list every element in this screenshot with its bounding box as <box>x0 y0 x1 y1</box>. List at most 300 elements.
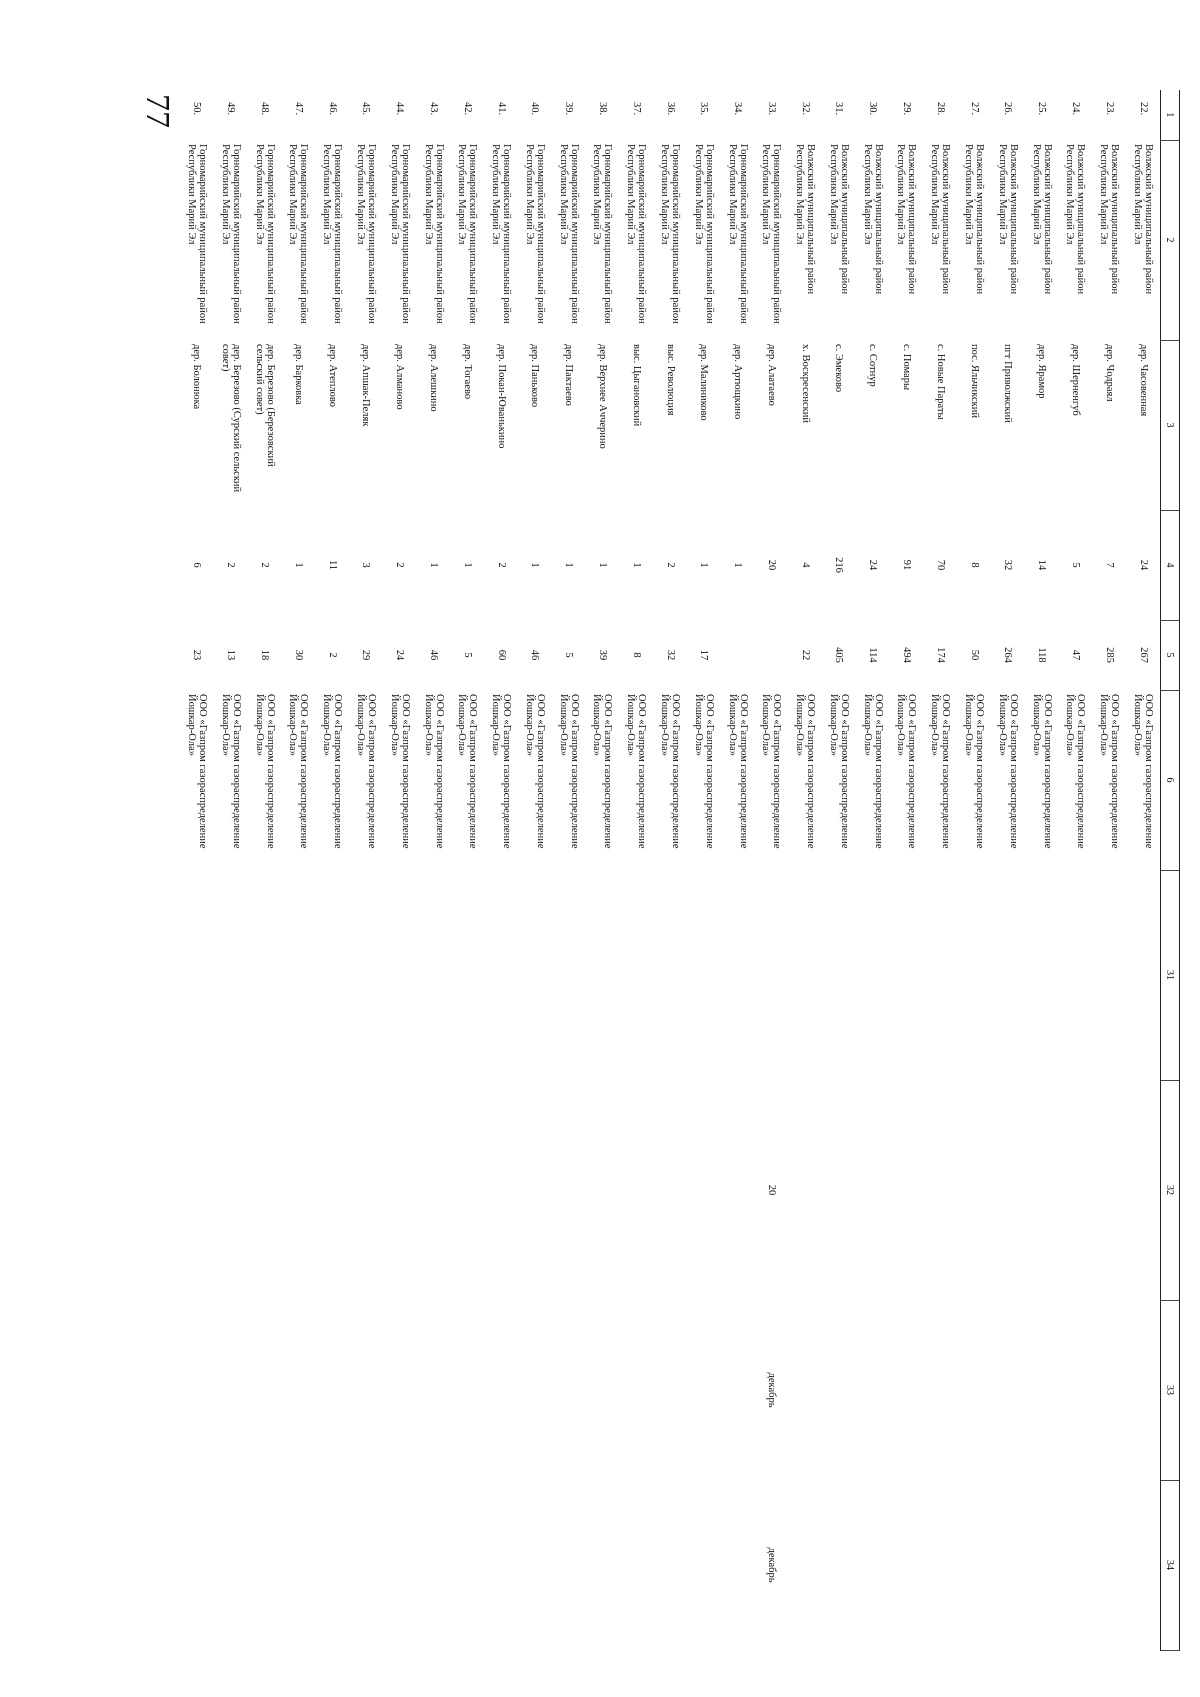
table-row <box>282 90 316 1650</box>
table-cell-c32 <box>721 1080 755 1300</box>
table-cell-c33 <box>315 1300 349 1480</box>
table-cell-n: 22. <box>1137 102 1149 116</box>
table-cell-n: 45. <box>360 102 372 116</box>
table-cell-c33 <box>856 1300 890 1480</box>
table-row <box>417 90 451 1650</box>
table-cell-district: Горномарийский муниципальный район Республики Марий Эл <box>219 144 242 324</box>
table-cell-c34: декабрь <box>765 1547 777 1583</box>
table-cell-c34 <box>248 1480 282 1650</box>
table-cell-place: дер. Паньково <box>529 344 541 408</box>
table-cell-district: Волжский муниципальный район Республики Марий Эл <box>963 144 986 295</box>
table-cell-n: 41. <box>495 102 507 116</box>
table-cell-c4: 2 <box>259 562 271 568</box>
table-cell-c33 <box>721 1300 755 1480</box>
table-cell-c33 <box>248 1300 282 1480</box>
table-cell-place: с. Помары <box>900 344 912 391</box>
table-cell-place: дер. Барковка <box>292 344 304 405</box>
table-cell-c34 <box>957 1480 991 1650</box>
table-cell-c33 <box>586 1300 620 1480</box>
table-cell-c4: 216 <box>833 557 845 573</box>
table-cell-c33 <box>1059 1300 1093 1480</box>
table-cell-c4: 32 <box>1002 559 1014 571</box>
table-row <box>822 90 856 1650</box>
table-row <box>653 90 687 1650</box>
table-cell-c33 <box>552 1300 586 1480</box>
table-cell-c31 <box>214 870 248 1080</box>
table-cell-c31 <box>890 870 924 1080</box>
table-cell-c34 <box>484 1480 518 1650</box>
table-cell-c4: 1 <box>529 562 541 568</box>
table-cell-c34 <box>822 1480 856 1650</box>
table-cell-district: Горномарийский муниципальный район Республики Марий Эл <box>388 144 411 324</box>
table-cell-district: Горномарийский муниципальный район Республики Марий Эл <box>287 144 310 324</box>
table-cell-c31 <box>653 870 687 1080</box>
table-cell-c34 <box>923 1480 957 1650</box>
table-cell-place: выс. Цыгановский <box>630 344 642 427</box>
table-cell-place: дер. Ярамор <box>1036 344 1048 399</box>
table-cell-n: 32. <box>799 102 811 116</box>
table-cell-n: 30. <box>867 102 879 116</box>
table-cell-c32 <box>417 1080 451 1300</box>
table-cell-c5: 267 <box>1137 647 1149 663</box>
table-row <box>890 90 924 1650</box>
table-cell-c31 <box>788 870 822 1080</box>
table-row <box>1126 90 1160 1650</box>
table-cell-c31 <box>1092 870 1126 1080</box>
table-cell-district: Горномарийский муниципальный район Республики Марий Эл <box>557 144 580 324</box>
table-row <box>484 90 518 1650</box>
table-cell-place: дер. Болонюка <box>191 344 203 410</box>
table-row <box>619 90 653 1650</box>
table-cell-c34 <box>653 1480 687 1650</box>
table-cell-c31 <box>991 870 1025 1080</box>
table-cell-n: 35. <box>698 102 710 116</box>
table-cell-c5: 13 <box>225 649 237 661</box>
table-cell-c32 <box>450 1080 484 1300</box>
table-cell-n: 23. <box>1103 102 1115 116</box>
table-cell-c33 <box>349 1300 383 1480</box>
table-cell-c34 <box>788 1480 822 1650</box>
table-cell-place: дер. Атеплово <box>326 344 338 408</box>
table-cell-c31 <box>586 870 620 1080</box>
table-cell-c32 <box>315 1080 349 1300</box>
table-cell-c4: 1 <box>428 562 440 568</box>
table-cell-place: дер. Пактаево <box>563 344 575 406</box>
table-cell-n: 25. <box>1036 102 1048 116</box>
table-cell-c31 <box>518 870 552 1080</box>
table-cell-c34 <box>417 1480 451 1650</box>
table-cell-place: дер. Покан-Юванькино <box>495 344 507 449</box>
table-cell-c4: 11 <box>326 559 338 571</box>
table-row <box>1059 90 1093 1650</box>
table-cell-c5: 32 <box>664 649 676 661</box>
table-cell-district: Горномарийский муниципальный район Республики Марий Эл <box>253 144 276 324</box>
table-row <box>1092 90 1126 1650</box>
column-header: 2 <box>1161 140 1180 340</box>
table-cell-c32 <box>484 1080 518 1300</box>
table-cell-c34 <box>856 1480 890 1650</box>
table-cell-org: ООО «Газпром газораспределение Йошкар-Ола» <box>456 694 479 849</box>
table-row <box>248 90 282 1650</box>
table-cell-district: Волжский муниципальный район Республики Марий Эл <box>827 144 850 295</box>
table-body <box>180 90 1161 1650</box>
table-cell-c31 <box>856 870 890 1080</box>
page-number: 77 <box>139 94 176 128</box>
table-cell-place: с. Новые Параты <box>934 344 946 420</box>
table-cell-c5 <box>721 620 755 690</box>
table-row <box>214 90 248 1650</box>
table-cell-c33 <box>484 1300 518 1480</box>
table-cell-c5: 24 <box>394 649 406 661</box>
table-cell-c33 <box>890 1300 924 1480</box>
table-cell-place: пгт Приволжский <box>1002 344 1014 423</box>
table-cell-district: Горномарийский муниципальный район Республики Марий Эл <box>692 144 715 324</box>
table-cell-c5: 8 <box>630 652 642 658</box>
table-cell-district: Горномарийский муниципальный район Республики Марий Эл <box>591 144 614 324</box>
table-row <box>687 90 721 1650</box>
table-cell-c4: 2 <box>495 562 507 568</box>
table-cell-c31 <box>282 870 316 1080</box>
table-cell-org: ООО «Газпром газораспределение Йошкар-Ола» <box>963 694 986 849</box>
table-cell-n: 42. <box>461 102 473 116</box>
table-cell-c34 <box>315 1480 349 1650</box>
table-cell-c33 <box>450 1300 484 1480</box>
table-cell-c5: 174 <box>934 647 946 663</box>
table-cell-c32 <box>383 1080 417 1300</box>
table-cell-place: дер. Березово (Березовский сельский совет) <box>253 344 276 467</box>
table-cell-c34 <box>518 1480 552 1650</box>
table-cell-c5: 23 <box>191 649 203 661</box>
table-cell-c33 <box>822 1300 856 1480</box>
table-cell-c33 <box>214 1300 248 1480</box>
table-cell-c31 <box>417 870 451 1080</box>
table-cell-c33 <box>417 1300 451 1480</box>
table-cell-c32 <box>923 1080 957 1300</box>
table-cell-org: ООО «Газпром газораспределение Йошкар-Ола» <box>1132 694 1155 849</box>
table-cell-c32 <box>1126 1080 1160 1300</box>
table-cell-c4: 70 <box>934 559 946 571</box>
table-cell-c4: 5 <box>1069 562 1081 568</box>
table-cell-district: Волжский муниципальный район Республики Марий Эл <box>996 144 1019 295</box>
table-row <box>383 90 417 1650</box>
table-cell-c5: 285 <box>1103 647 1115 663</box>
table-cell-district: Волжский муниципальный район Республики Марий Эл <box>1064 144 1087 295</box>
table-cell-org: ООО «Газпром газораспределение Йошкар-Ола» <box>591 694 614 849</box>
table-cell-c5: 2 <box>326 652 338 658</box>
table-cell-c5: 60 <box>495 649 507 661</box>
table-cell-c4: 1 <box>461 562 473 568</box>
table-cell-c4: 6 <box>191 562 203 568</box>
table-cell-c34 <box>214 1480 248 1650</box>
table-cell-place: дер. Тогаево <box>461 344 473 400</box>
table-cell-place: дер. Апшак-Пеляк <box>360 344 372 427</box>
table-cell-org: ООО «Газпром газораспределение Йошкар-Ола» <box>996 694 1019 849</box>
column-header: 3 <box>1161 340 1180 510</box>
table-cell-district: Горномарийский муниципальный район Республики Марий Эл <box>490 144 513 324</box>
table-row <box>349 90 383 1650</box>
table-cell-c31 <box>315 870 349 1080</box>
table-cell-c31 <box>687 870 721 1080</box>
column-header: 5 <box>1161 620 1180 690</box>
table-cell-place: дер. Чодраял <box>1103 344 1115 402</box>
table-cell-district: Горномарийский муниципальный район Республики Марий Эл <box>726 144 749 324</box>
table-cell-c31 <box>1059 870 1093 1080</box>
table-cell-place: с. Эмеково <box>833 344 845 393</box>
table-cell-place: дер. Часовенная <box>1137 344 1149 417</box>
table-cell-district: Волжский муниципальный район Республики Марий Эл <box>895 144 918 295</box>
table-cell-district: Волжский муниципальный район Республики Марий Эл <box>1098 144 1121 295</box>
column-header: 6 <box>1161 690 1180 870</box>
table-cell-place: дер. Малиниково <box>698 344 710 421</box>
table-cell-c34 <box>991 1480 1025 1650</box>
table-cell-n: 49. <box>225 102 237 116</box>
table-cell-c4: 4 <box>799 562 811 568</box>
table-cell-c33 <box>957 1300 991 1480</box>
table-cell-place: дер. Артющкино <box>732 344 744 420</box>
table-cell-n: 38. <box>596 102 608 116</box>
table-cell-c33 <box>991 1300 1025 1480</box>
column-header: 4 <box>1161 510 1180 620</box>
table-cell-place: дер. Алешкино <box>428 344 440 412</box>
table-cell-c32 <box>552 1080 586 1300</box>
table-row <box>450 90 484 1650</box>
table-cell-org: ООО «Газпром газораспределение Йошкар-Ола» <box>1098 694 1121 849</box>
table-row <box>923 90 957 1650</box>
table-cell-c33 <box>1126 1300 1160 1480</box>
table-row <box>315 90 349 1650</box>
table-cell-district: Горномарийский муниципальный район Республики Марий Эл <box>321 144 344 324</box>
table-row <box>180 90 214 1650</box>
table-cell-c34 <box>1092 1480 1126 1650</box>
table-cell-district: Горномарийский муниципальный район Республики Марий Эл <box>185 144 208 324</box>
table-cell-n: 27. <box>968 102 980 116</box>
table-cell-org: ООО «Газпром газораспределение Йошкар-Ола» <box>219 694 242 849</box>
table-cell-c31 <box>349 870 383 1080</box>
table-cell-org: ООО «Газпром газораспределение Йошкар-Ола» <box>1030 694 1053 849</box>
table-cell-org: ООО «Газпром газораспределение Йошкар-Ола» <box>625 694 648 849</box>
table-cell-c34 <box>890 1480 924 1650</box>
table-cell-district: Горномарийский муниципальный район Республики Марий Эл <box>659 144 682 324</box>
table-cell-c31 <box>1025 870 1059 1080</box>
table-cell-c33 <box>1025 1300 1059 1480</box>
table-cell-c4: 24 <box>867 559 879 571</box>
table-cell-org: ООО «Газпром газораспределение Йошкар-Ола» <box>388 694 411 849</box>
table-cell-n: 28. <box>934 102 946 116</box>
table-cell-c32 <box>1059 1080 1093 1300</box>
table-cell-org: ООО «Газпром газораспределение Йошкар-Ола» <box>659 694 682 849</box>
table-cell-org: ООО «Газпром газораспределение Йошкар-Ола» <box>287 694 310 849</box>
table-cell-n: 29. <box>900 102 912 116</box>
table-cell-c32: 20 <box>765 1184 777 1196</box>
table-cell-org: ООО «Газпром газораспределение Йошкар-Ола» <box>895 694 918 849</box>
table-cell-c33: декабрь <box>765 1372 777 1408</box>
table-cell-c31 <box>383 870 417 1080</box>
table-cell-c32 <box>788 1080 822 1300</box>
table-cell-c34 <box>1025 1480 1059 1650</box>
column-header: 31 <box>1161 870 1180 1080</box>
table-cell-c31 <box>721 870 755 1080</box>
table-cell-n: 44. <box>394 102 406 116</box>
table-cell-c4: 3 <box>360 562 372 568</box>
table-cell-district: Горномарийский муниципальный район Республики Марий Эл <box>625 144 648 324</box>
table-cell-c4: 8 <box>968 562 980 568</box>
table-row <box>518 90 552 1650</box>
table-cell-place: дер. Березово (Сурский сельский совет) <box>219 344 242 493</box>
table-cell-n: 33. <box>765 102 777 116</box>
table-row <box>991 90 1025 1650</box>
table-cell-place: пос. Яльчикский <box>968 344 980 419</box>
table-cell-org: ООО «Газпром газораспределение Йошкар-Ола» <box>929 694 952 849</box>
table-cell-c32 <box>890 1080 924 1300</box>
table-cell-c5 <box>754 620 788 690</box>
table-cell-org: ООО «Газпром газораспределение Йошкар-Ола» <box>253 694 276 849</box>
table-cell-org: ООО «Газпром газораспределение Йошкар-Ола» <box>422 694 445 849</box>
table-cell-district: Волжский муниципальный район Республики Марий Эл <box>1030 144 1053 295</box>
table-cell-c33 <box>282 1300 316 1480</box>
table-cell-c32 <box>518 1080 552 1300</box>
table-cell-c4: 14 <box>1036 559 1048 571</box>
table-cell-district: Волжский муниципальный район Республики Марий Эл <box>861 144 884 295</box>
table-cell-district: Волжский муниципальный район Республики Марий Эл <box>929 144 952 295</box>
table-cell-n: 24. <box>1069 102 1081 116</box>
table-cell-c5: 405 <box>833 647 845 663</box>
table-cell-c34 <box>282 1480 316 1650</box>
table-cell-org: ООО «Газпром газораспределение Йошкар-Ола» <box>861 694 884 849</box>
table-cell-district: Горномарийский муниципальный район Республики Марий Эл <box>760 144 783 324</box>
table-cell-c33 <box>180 1300 214 1480</box>
table-cell-c4: 2 <box>394 562 406 568</box>
table-row <box>1025 90 1059 1650</box>
table-cell-c32 <box>687 1080 721 1300</box>
table-cell-org: ООО «Газпром газораспределение Йошкар-Ола» <box>185 694 208 849</box>
table-cell-c5: 39 <box>596 649 608 661</box>
table-cell-c32 <box>282 1080 316 1300</box>
table-cell-c5: 5 <box>461 652 473 658</box>
table-cell-c33 <box>1092 1300 1126 1480</box>
table-cell-c34 <box>180 1480 214 1650</box>
table-cell-c5: 118 <box>1036 647 1048 663</box>
table-cell-place: выс. Революция <box>664 344 676 416</box>
table-cell-org: ООО «Газпром газораспределение Йошкар-Ола» <box>827 694 850 849</box>
table-cell-c31 <box>957 870 991 1080</box>
table-cell-c33 <box>687 1300 721 1480</box>
table-cell-place: дер. Шерненгуб <box>1069 344 1081 416</box>
rotated-table-container <box>180 90 1180 1650</box>
table-cell-c5: 47 <box>1069 649 1081 661</box>
table-cell-district: Горномарийский муниципальный район Республики Марий Эл <box>422 144 445 324</box>
table-cell-c31 <box>754 870 788 1080</box>
table-cell-c34 <box>721 1480 755 1650</box>
table-cell-n: 37. <box>630 102 642 116</box>
table-cell-n: 47. <box>292 102 304 116</box>
table-cell-c31 <box>484 870 518 1080</box>
table-cell-c33 <box>619 1300 653 1480</box>
table-row <box>754 90 788 1650</box>
table-cell-n: 43. <box>428 102 440 116</box>
table-cell-org: ООО «Газпром газораспределение Йошкар-Ола» <box>523 694 546 849</box>
column-header: 33 <box>1161 1300 1180 1480</box>
table-row <box>788 90 822 1650</box>
table-cell-c34 <box>619 1480 653 1650</box>
table-cell-n: 39. <box>563 102 575 116</box>
table-cell-org: ООО «Газпром газораспределение Йошкар-Ола» <box>321 694 344 849</box>
table-cell-c4: 2 <box>225 562 237 568</box>
table-cell-org: ООО «Газпром газораспределение Йошкар-Ола» <box>794 694 817 849</box>
table-cell-c32 <box>619 1080 653 1300</box>
table-cell-c33 <box>653 1300 687 1480</box>
table-cell-c5: 29 <box>360 649 372 661</box>
table-cell-n: 48. <box>259 102 271 116</box>
table-cell-c31 <box>923 870 957 1080</box>
table-cell-org: ООО «Газпром газораспределение Йошкар-Ола» <box>760 694 783 849</box>
table-cell-c5: 264 <box>1002 647 1014 663</box>
table-cell-c5: 46 <box>428 649 440 661</box>
table-cell-c32 <box>1025 1080 1059 1300</box>
table-cell-c32 <box>248 1080 282 1300</box>
table-cell-c34 <box>687 1480 721 1650</box>
table-cell-c4: 7 <box>1103 562 1115 568</box>
table-row <box>957 90 991 1650</box>
table-cell-c32 <box>856 1080 890 1300</box>
table-cell-c5: 50 <box>968 649 980 661</box>
table-cell-c31 <box>450 870 484 1080</box>
table-cell-c4: 1 <box>563 562 575 568</box>
table-cell-c4: 24 <box>1137 559 1149 571</box>
table-cell-c4: 91 <box>900 559 912 571</box>
gasification-table <box>180 90 1180 1651</box>
table-cell-c31 <box>1126 870 1160 1080</box>
table-cell-c5: 494 <box>900 647 912 663</box>
table-cell-c33 <box>788 1300 822 1480</box>
table-row <box>721 90 755 1650</box>
table-cell-district: Волжский муниципальный район Республики Марий Эл <box>1132 144 1155 295</box>
table-cell-c4: 1 <box>596 562 608 568</box>
table-row <box>856 90 890 1650</box>
column-header: 1 <box>1161 90 1180 140</box>
table-cell-c32 <box>822 1080 856 1300</box>
table-row <box>552 90 586 1650</box>
table-cell-c32 <box>653 1080 687 1300</box>
table-cell-c4: 1 <box>698 562 710 568</box>
table-cell-district: Горномарийский муниципальный район Республики Марий Эл <box>354 144 377 324</box>
column-header: 32 <box>1161 1080 1180 1300</box>
table-cell-c32 <box>1092 1080 1126 1300</box>
table-cell-org: ООО «Газпром газораспределение Йошкар-Ола» <box>490 694 513 849</box>
table-cell-n: 36. <box>664 102 676 116</box>
table-cell-c32 <box>180 1080 214 1300</box>
table-cell-c34 <box>383 1480 417 1650</box>
table-cell-c34 <box>349 1480 383 1650</box>
table-cell-c33 <box>518 1300 552 1480</box>
table-cell-c32 <box>586 1080 620 1300</box>
table-cell-place: с. Сотнур <box>867 344 879 387</box>
table-cell-n: 40. <box>529 102 541 116</box>
table-cell-org: ООО «Газпром газораспределение Йошкар-Ола» <box>692 694 715 849</box>
table-cell-c4: 2 <box>664 562 676 568</box>
table-cell-c32 <box>991 1080 1025 1300</box>
table-cell-district: Волжский муниципальный район Республики Марий Эл <box>794 144 817 295</box>
table-cell-c31 <box>619 870 653 1080</box>
table-cell-c31 <box>180 870 214 1080</box>
table-cell-n: 26. <box>1002 102 1014 116</box>
table-cell-place: дер. Алатаево <box>765 344 777 406</box>
table-cell-c34 <box>552 1480 586 1650</box>
table-cell-c31 <box>552 870 586 1080</box>
table-cell-district: Горномарийский муниципальный район Республики Марий Эл <box>523 144 546 324</box>
table-cell-org: ООО «Газпром газораспределение Йошкар-Ола» <box>726 694 749 849</box>
table-cell-place: дер. Верхнее Аччерино <box>596 344 608 449</box>
table-cell-n: 50. <box>191 102 203 116</box>
